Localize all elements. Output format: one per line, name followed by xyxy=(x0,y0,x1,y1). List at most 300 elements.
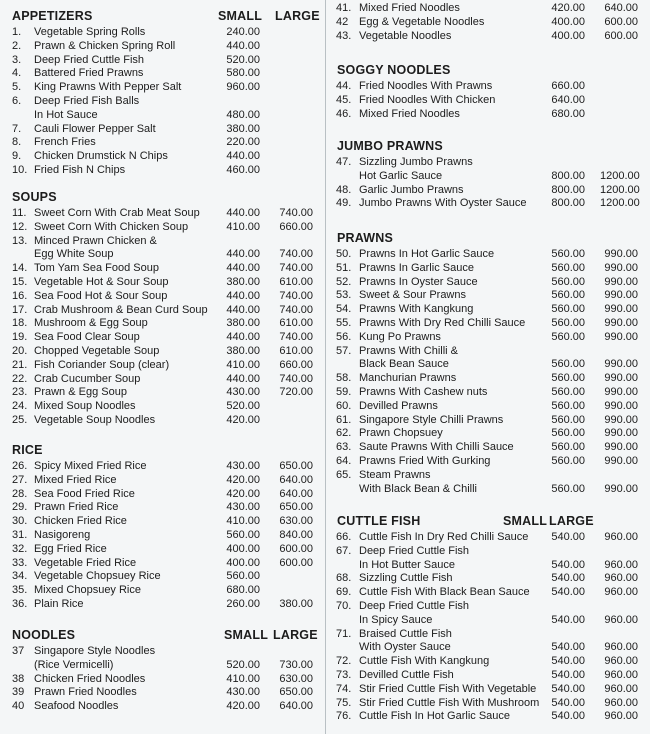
large-price: 600.00 xyxy=(279,556,313,569)
small-price: 440.00 xyxy=(226,248,260,261)
noodles-section xyxy=(0,625,325,714)
small-price: 560.00 xyxy=(551,289,585,302)
item-number: 52. xyxy=(336,275,352,288)
menu-item xyxy=(0,543,325,557)
item-name: Cuttle Fish In Dry Red Chilli Sauce xyxy=(359,531,529,543)
large-price: 740.00 xyxy=(279,207,313,219)
item-number: 17. xyxy=(12,303,28,316)
item-number: 66. xyxy=(336,531,352,543)
item-name: Vegetable Chopsuey Rice xyxy=(34,570,161,583)
item-name: Prawn Chopsuey xyxy=(359,427,443,440)
small-price: 380.00 xyxy=(226,317,260,330)
item-name: King Prawns With Pepper Salt xyxy=(34,81,182,94)
item-name: Braised Cuttle Fish xyxy=(359,627,452,640)
item-name: Cuttle Fish With Black Bean Sauce xyxy=(359,586,530,599)
item-number: 44. xyxy=(336,80,352,92)
menu-item xyxy=(325,469,650,483)
menu-item xyxy=(0,81,325,95)
section-header xyxy=(325,511,650,531)
item-name: Hot Garlic Sauce xyxy=(359,169,443,182)
item-number: 40 xyxy=(12,700,25,713)
large-price: 600.00 xyxy=(279,542,313,555)
menu-item xyxy=(0,304,325,318)
menu-item xyxy=(325,80,650,94)
small-price: 430.00 xyxy=(226,686,260,699)
menu-item xyxy=(0,123,325,137)
item-number: 35. xyxy=(12,584,28,597)
item-number: 9. xyxy=(12,150,22,163)
item-name: French Fries xyxy=(34,136,96,149)
menu-item xyxy=(0,331,325,345)
item-number: 14. xyxy=(12,262,28,275)
small-price: 410.00 xyxy=(226,672,260,685)
menu-item xyxy=(325,184,650,198)
item-number: 68. xyxy=(336,572,352,585)
small-price: 540.00 xyxy=(551,531,585,543)
large-price: 990.00 xyxy=(604,454,638,467)
menu-item xyxy=(325,345,650,359)
small-price: 540.00 xyxy=(551,613,585,626)
noodles-continued-section xyxy=(325,2,650,43)
item-name: Devilled Prawns xyxy=(359,399,438,412)
item-number: 63. xyxy=(336,441,352,454)
menu-item xyxy=(325,331,650,345)
large-column-header: LARGE xyxy=(549,514,594,528)
small-price: 420.00 xyxy=(226,487,260,500)
small-price: 680.00 xyxy=(551,107,585,120)
menu-item xyxy=(325,641,650,655)
item-name: Prawn & Egg Soup xyxy=(34,386,127,399)
item-name: In Spicy Sauce xyxy=(359,613,433,626)
small-price: 400.00 xyxy=(551,15,585,28)
small-price: 440.00 xyxy=(226,372,260,385)
large-price: 960.00 xyxy=(604,655,638,668)
large-price: 840.00 xyxy=(279,528,313,541)
section-title: JUMBO PRAWNS xyxy=(337,139,443,153)
small-price: 260.00 xyxy=(226,597,260,610)
small-price: 440.00 xyxy=(226,303,260,316)
small-price: 420.00 xyxy=(551,2,585,14)
large-price: 630.00 xyxy=(279,672,313,685)
large-price: 960.00 xyxy=(604,668,638,681)
item-number: 54. xyxy=(336,303,352,316)
cuttle-fish-section xyxy=(325,511,650,724)
menu-item xyxy=(0,700,325,714)
small-price: 540.00 xyxy=(551,641,585,654)
item-name: Deep Fried Fish Balls xyxy=(34,94,140,107)
item-name: Cuttle Fish With Kangkung xyxy=(359,655,490,668)
large-price: 720.00 xyxy=(279,386,313,399)
large-price: 990.00 xyxy=(604,261,638,274)
item-name: Deep Fried Cuttle Fish xyxy=(359,599,470,612)
small-price: 660.00 xyxy=(551,80,585,92)
item-name: Prawns With Cashew nuts xyxy=(359,385,488,398)
item-name: Devilled Cuttle Fish xyxy=(359,668,454,681)
item-number: 55. xyxy=(336,316,352,329)
large-price: 640.00 xyxy=(604,2,638,14)
item-number: 59. xyxy=(336,385,352,398)
item-name: Spicy Mixed Fried Rice xyxy=(34,460,147,472)
menu-item xyxy=(325,2,650,16)
small-price: 560.00 xyxy=(551,330,585,343)
small-price: 480.00 xyxy=(226,108,260,121)
section-title: SOUPS xyxy=(12,190,57,204)
small-price: 960.00 xyxy=(226,81,260,94)
menu-item xyxy=(325,455,650,469)
item-number: 73. xyxy=(336,668,352,681)
menu-item xyxy=(0,95,325,109)
item-name: Fried Noodles With Chicken xyxy=(359,93,496,106)
section-title: PRAWNS xyxy=(337,231,394,245)
item-number: 2. xyxy=(12,39,22,52)
section-header xyxy=(325,228,650,248)
item-name: Sweet Corn With Crab Meat Soup xyxy=(34,207,200,219)
section-header xyxy=(0,6,325,26)
small-price: 800.00 xyxy=(551,197,585,210)
item-name: Mixed Fried Noodles xyxy=(359,2,460,14)
small-price: 460.00 xyxy=(226,163,260,176)
menu-item xyxy=(325,358,650,372)
small-price: 410.00 xyxy=(226,220,260,233)
item-name: (Rice Vermicelli) xyxy=(34,658,114,671)
item-name: Prawns In Hot Garlic Sauce xyxy=(359,248,495,260)
small-column-header: SMALL xyxy=(503,514,548,528)
section-title: NOODLES xyxy=(12,628,76,642)
small-price: 380.00 xyxy=(226,122,260,135)
menu-item xyxy=(0,317,325,331)
section-header xyxy=(0,625,325,645)
item-number: 60. xyxy=(336,399,352,412)
item-name: Vegetable Hot & Sour Soup xyxy=(34,275,169,288)
menu-item xyxy=(0,40,325,54)
section-title: APPETIZERS xyxy=(12,9,93,23)
small-price: 400.00 xyxy=(226,556,260,569)
item-name: Fish Coriander Soup (clear) xyxy=(34,358,170,371)
section-header xyxy=(325,136,650,156)
menu-item xyxy=(0,686,325,700)
small-price: 540.00 xyxy=(551,558,585,571)
item-number: 16. xyxy=(12,289,28,302)
item-number: 74. xyxy=(336,682,352,695)
item-name: Prawns Fried With Gurking xyxy=(359,454,491,467)
large-column-header: LARGE xyxy=(275,9,320,23)
item-name: In Hot Sauce xyxy=(34,108,98,121)
item-name: Prawns With Dry Red Chilli Sauce xyxy=(359,316,526,329)
small-column-header: SMALL xyxy=(224,628,269,642)
item-name: With Oyster Sauce xyxy=(359,641,451,654)
large-price: 960.00 xyxy=(604,586,638,599)
item-name: Egg Fried Rice xyxy=(34,542,107,555)
large-price: 740.00 xyxy=(279,303,313,316)
small-price: 410.00 xyxy=(226,358,260,371)
large-price: 740.00 xyxy=(279,331,313,344)
small-price: 430.00 xyxy=(226,460,260,472)
item-number: 38 xyxy=(12,672,25,685)
menu-item xyxy=(0,414,325,428)
small-price: 540.00 xyxy=(551,682,585,695)
prawns-section xyxy=(325,228,650,496)
item-number: 25. xyxy=(12,413,28,426)
item-number: 65. xyxy=(336,468,352,481)
item-number: 34. xyxy=(12,570,28,583)
menu-item xyxy=(0,67,325,81)
small-price: 400.00 xyxy=(551,29,585,42)
item-name: Singapore Style Chilli Prawns xyxy=(359,413,504,426)
menu-item xyxy=(325,655,650,669)
item-name: Minced Prawn Chicken & xyxy=(34,234,157,247)
small-price: 560.00 xyxy=(551,385,585,398)
menu-item xyxy=(325,289,650,303)
appetizers-section xyxy=(0,6,325,178)
item-name: Garlic Jumbo Prawns xyxy=(359,183,464,196)
item-name: Prawn Fried Rice xyxy=(34,501,119,514)
item-number: 31. xyxy=(12,528,28,541)
large-price: 740.00 xyxy=(279,372,313,385)
large-price: 990.00 xyxy=(604,289,638,302)
item-number: 61. xyxy=(336,413,352,426)
menu-item xyxy=(325,108,650,122)
item-number: 69. xyxy=(336,586,352,599)
item-number: 41. xyxy=(336,2,352,14)
menu-item xyxy=(325,414,650,428)
menu-item xyxy=(325,545,650,559)
small-price: 420.00 xyxy=(226,473,260,486)
large-price: 960.00 xyxy=(604,613,638,626)
large-price: 610.00 xyxy=(279,344,313,357)
small-price: 540.00 xyxy=(551,572,585,585)
item-name: Tom Yam Sea Food Soup xyxy=(34,262,159,275)
item-name: Sea Food Clear Soup xyxy=(34,331,140,344)
large-price: 990.00 xyxy=(604,441,638,454)
item-number: 56. xyxy=(336,330,352,343)
item-name: Prawn & Chicken Spring Roll xyxy=(34,39,176,52)
menu-item xyxy=(0,645,325,659)
item-number: 71. xyxy=(336,627,352,640)
item-number: 67. xyxy=(336,544,352,557)
soggy-noodles-section xyxy=(325,60,650,121)
menu-item xyxy=(325,427,650,441)
item-number: 62. xyxy=(336,427,352,440)
item-name: Saute Prawns With Chilli Sauce xyxy=(359,441,514,454)
small-price: 560.00 xyxy=(551,358,585,371)
large-price: 740.00 xyxy=(279,248,313,261)
menu-item xyxy=(0,164,325,178)
menu-item xyxy=(0,373,325,387)
item-name: Black Bean Sauce xyxy=(359,358,449,371)
menu-item xyxy=(325,386,650,400)
item-name: Sweet Corn With Chicken Soup xyxy=(34,220,189,233)
large-price: 740.00 xyxy=(279,289,313,302)
item-number: 45. xyxy=(336,93,352,106)
menu-item xyxy=(325,600,650,614)
small-price: 640.00 xyxy=(551,93,585,106)
menu-item xyxy=(325,197,650,211)
large-price: 960.00 xyxy=(604,558,638,571)
small-column-header: SMALL xyxy=(218,9,263,23)
soups-section xyxy=(0,187,325,428)
menu-item xyxy=(325,614,650,628)
item-number: 33. xyxy=(12,556,28,569)
small-price: 560.00 xyxy=(551,303,585,316)
item-number: 50. xyxy=(336,248,352,260)
menu-item xyxy=(325,683,650,697)
item-number: 5. xyxy=(12,81,22,94)
item-name: Vegetable Noodles xyxy=(359,29,452,42)
menu-item xyxy=(325,531,650,545)
menu-item xyxy=(325,317,650,331)
large-price: 990.00 xyxy=(604,316,638,329)
large-price: 960.00 xyxy=(604,572,638,585)
item-number: 24. xyxy=(12,400,28,413)
menu-item xyxy=(0,570,325,584)
item-number: 58. xyxy=(336,372,352,385)
item-name: Chicken Fried Rice xyxy=(34,515,127,528)
menu-item xyxy=(325,628,650,642)
item-name: Plain Rice xyxy=(34,597,84,610)
item-number: 26. xyxy=(12,460,28,472)
section-header xyxy=(0,440,325,460)
menu-item xyxy=(0,584,325,598)
large-price: 730.00 xyxy=(279,658,313,671)
large-price: 990.00 xyxy=(604,248,638,260)
item-number: 28. xyxy=(12,487,28,500)
small-price: 520.00 xyxy=(226,658,260,671)
menu-item xyxy=(0,109,325,123)
item-name: Cauli Flower Pepper Salt xyxy=(34,122,156,135)
item-name: Chicken Fried Noodles xyxy=(34,672,146,685)
small-price: 680.00 xyxy=(226,584,260,597)
item-number: 46. xyxy=(336,107,352,120)
item-name: Stir Fried Cuttle Fish With Mushroom xyxy=(359,696,540,709)
small-price: 430.00 xyxy=(226,501,260,514)
menu-item xyxy=(0,345,325,359)
large-price: 990.00 xyxy=(604,275,638,288)
item-number: 72. xyxy=(336,655,352,668)
small-price: 560.00 xyxy=(551,427,585,440)
small-price: 560.00 xyxy=(551,399,585,412)
small-price: 560.00 xyxy=(551,454,585,467)
section-title: RICE xyxy=(12,443,43,457)
small-price: 560.00 xyxy=(551,372,585,385)
menu-item xyxy=(0,54,325,68)
small-price: 440.00 xyxy=(226,207,260,219)
large-price: 610.00 xyxy=(279,317,313,330)
item-name: Vegetable Fried Rice xyxy=(34,556,137,569)
small-price: 440.00 xyxy=(226,331,260,344)
large-price: 650.00 xyxy=(279,686,313,699)
item-number: 15. xyxy=(12,275,28,288)
item-name: Fried Noodles With Prawns xyxy=(359,80,493,92)
menu-item xyxy=(325,94,650,108)
item-name: Chicken Drumstick N Chips xyxy=(34,150,168,163)
menu-item xyxy=(325,559,650,573)
small-price: 560.00 xyxy=(226,570,260,583)
item-name: Vegetable Soup Noodles xyxy=(34,413,156,426)
item-name: Chopped Vegetable Soup xyxy=(34,344,160,357)
large-price: 640.00 xyxy=(279,473,313,486)
section-header xyxy=(325,60,650,80)
menu-item xyxy=(0,515,325,529)
item-name: Vegetable Spring Rolls xyxy=(34,26,146,38)
item-name: Prawns With Kangkung xyxy=(359,303,474,316)
menu-item xyxy=(0,386,325,400)
item-name: Mixed Fried Noodles xyxy=(359,107,460,120)
large-price: 640.00 xyxy=(279,487,313,500)
small-price: 240.00 xyxy=(226,26,260,38)
large-price: 960.00 xyxy=(604,641,638,654)
item-number: 49. xyxy=(336,197,352,210)
item-number: 13. xyxy=(12,234,28,247)
menu-item xyxy=(0,474,325,488)
large-price: 650.00 xyxy=(279,460,313,472)
large-price: 990.00 xyxy=(604,427,638,440)
item-name: Jumbo Prawns With Oyster Sauce xyxy=(359,197,527,210)
small-price: 440.00 xyxy=(226,262,260,275)
menu-item xyxy=(0,400,325,414)
menu-item xyxy=(0,557,325,571)
menu-item xyxy=(0,290,325,304)
item-name: Mixed Fried Rice xyxy=(34,473,117,486)
small-price: 560.00 xyxy=(551,316,585,329)
menu-item xyxy=(325,572,650,586)
large-price: 660.00 xyxy=(279,358,313,371)
large-price: 600.00 xyxy=(604,29,638,42)
large-price: 990.00 xyxy=(604,303,638,316)
item-number: 10. xyxy=(12,163,28,176)
large-price: 960.00 xyxy=(604,696,638,709)
small-price: 440.00 xyxy=(226,289,260,302)
menu-item xyxy=(325,483,650,497)
item-name: Kung Po Prawns xyxy=(359,330,441,343)
rice-section xyxy=(0,440,325,612)
menu-item xyxy=(325,586,650,600)
large-price: 990.00 xyxy=(604,399,638,412)
menu-item xyxy=(0,529,325,543)
item-number: 53. xyxy=(336,289,352,302)
menu-item xyxy=(325,710,650,724)
menu-item xyxy=(0,501,325,515)
small-price: 380.00 xyxy=(226,275,260,288)
item-number: 3. xyxy=(12,53,22,66)
large-price: 990.00 xyxy=(604,385,638,398)
menu-item xyxy=(0,136,325,150)
item-number: 57. xyxy=(336,344,352,357)
section-title: SOGGY NOODLES xyxy=(337,63,451,77)
item-number: 36. xyxy=(12,597,28,610)
jumbo-prawns-section xyxy=(325,136,650,211)
large-price: 960.00 xyxy=(604,710,638,723)
large-price: 630.00 xyxy=(279,515,313,528)
item-name: Prawn Fried Noodles xyxy=(34,686,137,699)
item-name: Sizzling Jumbo Prawns xyxy=(359,156,473,168)
small-price: 540.00 xyxy=(551,655,585,668)
item-number: 37 xyxy=(12,645,25,657)
item-number: 8. xyxy=(12,136,22,149)
large-price: 1200.00 xyxy=(600,197,640,210)
large-price: 740.00 xyxy=(279,262,313,275)
menu-item xyxy=(325,262,650,276)
item-name: With Black Bean & Chilli xyxy=(359,482,477,495)
small-price: 560.00 xyxy=(551,482,585,495)
large-price: 610.00 xyxy=(279,275,313,288)
large-price: 990.00 xyxy=(604,330,638,343)
large-price: 990.00 xyxy=(604,358,638,371)
large-price: 650.00 xyxy=(279,501,313,514)
item-number: 76. xyxy=(336,710,352,723)
menu-item xyxy=(0,598,325,612)
item-name: Crab Mushroom & Bean Curd Soup xyxy=(34,303,208,316)
item-name: Sweet & Sour Prawns xyxy=(359,289,466,302)
